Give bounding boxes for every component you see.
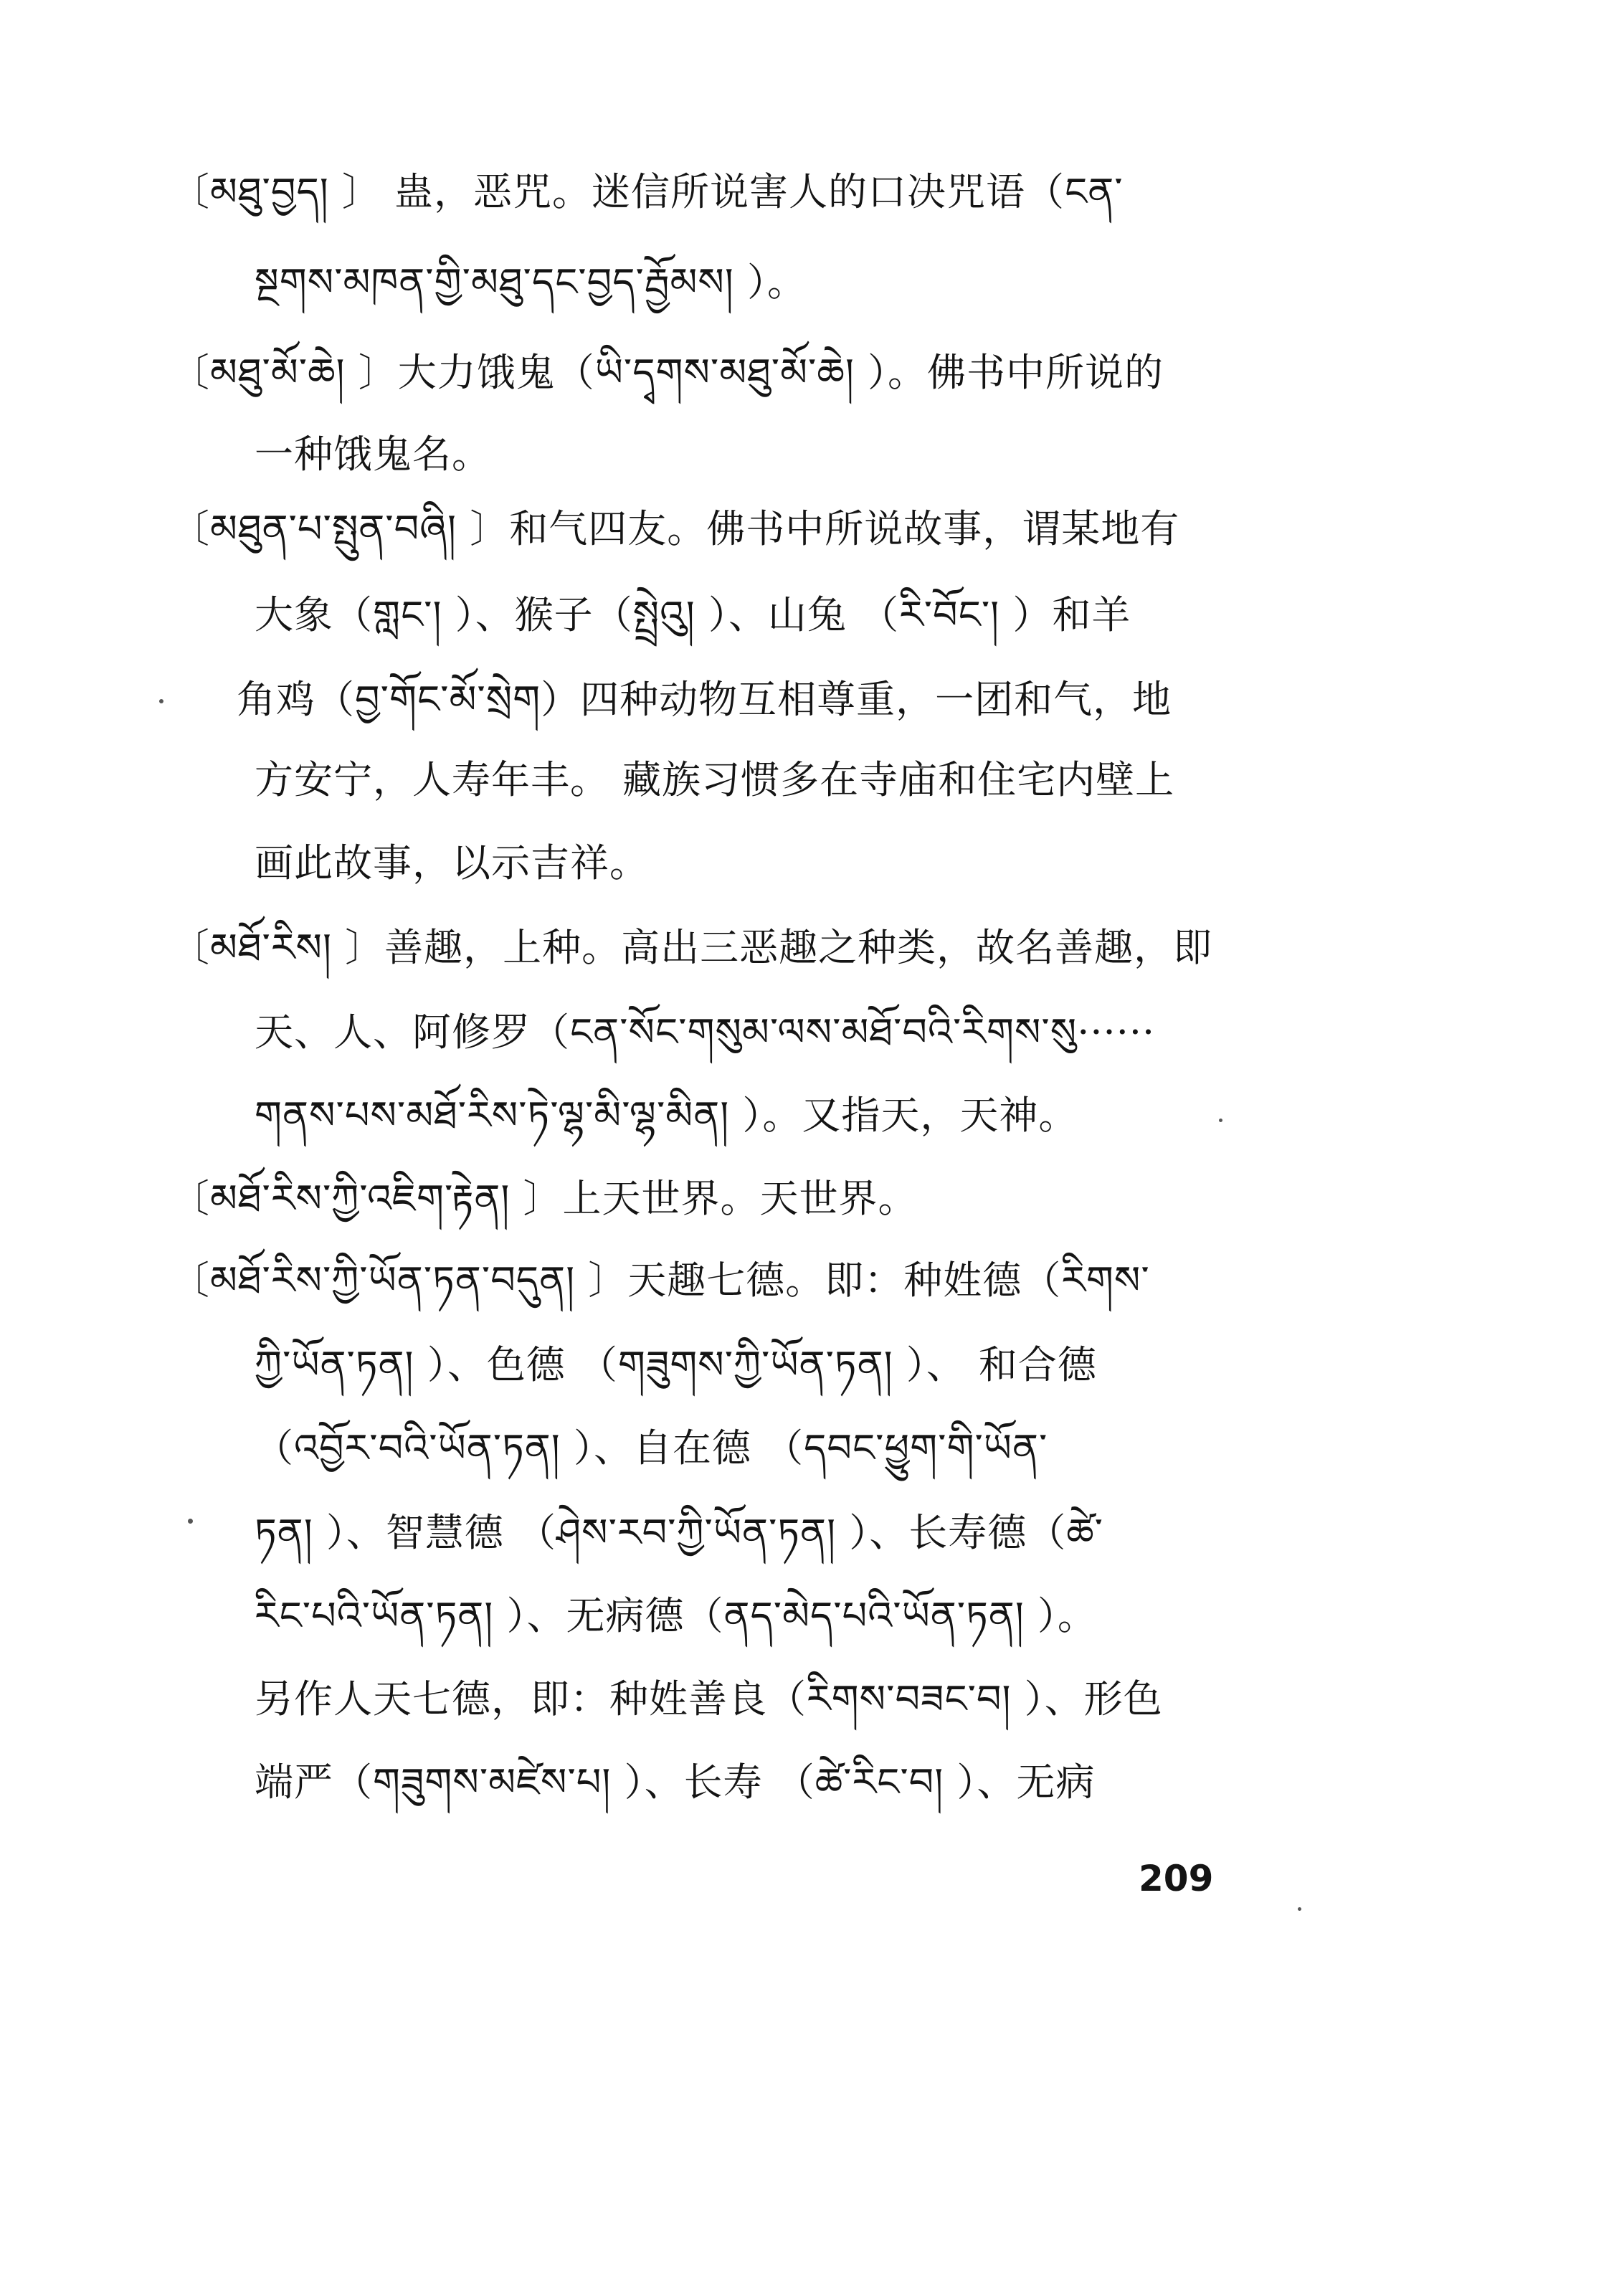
entry-continuation-line: 画此故事，以示吉祥。	[255, 840, 649, 886]
entry-continuation-line: 一种饿鬼名。	[255, 432, 491, 477]
entry-continuation-line: ཀྱི་ཡོན་ཏན། ）、色德 （གཟུགས་ཀྱི་ཡོན་ཏན། ）、 和合德	[255, 1342, 1097, 1387]
entry-continuation-line: 方安宁，人寿年丰。 藏族习惯多在寺庙和住宅内壁上	[255, 757, 1175, 802]
entry-continuation-line: （འབྱོར་བའི་ཡོན་ཏན། ）、自在德 （དབང་ཕྱུག་གི་ཡོན་	[255, 1425, 1048, 1471]
scan-speck	[159, 699, 163, 703]
page-number: 209	[1139, 1858, 1214, 1899]
entry-continuation-line: 另作人天七德，即：种姓善良（རིགས་བཟང་བ། ）、形色	[255, 1676, 1163, 1722]
entry-continuation-line: གནས་པས་མཐོ་རིས་ཏེ་ལྷ་མི་ལྷ་མིན། ）。又指天，天神。	[255, 1093, 1078, 1138]
scan-speck	[1298, 1907, 1301, 1911]
entry-continuation-line: 大象（གླང་། ）、猴子（སྤྲེའུ། ）、山兔 （རི་བོང་། ）和羊	[255, 592, 1131, 637]
entry-continuation-line: རིང་པའི་ཡོན་ཏན། ）、无病德（ནད་མེད་པའི་ཡོན་ཏན། ）。	[255, 1593, 1097, 1638]
scan-speck	[188, 1519, 193, 1524]
scan-speck	[1219, 1119, 1222, 1122]
entry-headword-line: 〔མཐུ་བྱད། 〕 蛊，恶咒。迷信所说害人的口决咒语（ངན་	[171, 169, 1124, 214]
entry-continuation-line: 天、人、阿修罗（ངན་སོང་གསུམ་ལས་མཐོ་བའི་རིགས་སུ······	[255, 1010, 1156, 1055]
entry-headword-line: 〔མཐོ་རིས་ཀྱི་འཇིག་རྟེན། 〕上天世界。天世界。	[171, 1176, 918, 1221]
entry-headword-line: 〔མཐོ་རིས། 〕善趣，上种。高出三恶趣之种类，故名善趣，即	[171, 925, 1213, 970]
entry-headword-line: 〔མཐོ་རིས་ཀྱི་ཡོན་ཏན་བདུན། 〕天趣七德。即：种姓德（རིགས་	[171, 1258, 1150, 1303]
entry-headword-line: 〔མཐུ་མོ་ཆེ། 〕大力饿鬼（ཡི་དྭགས་མཐུ་མོ་ཆེ། ）。佛书中所说的	[171, 350, 1164, 395]
entry-continuation-line: 端严（གཟུགས་མཛེས་པ། ）、长寿 （ཚེ་རིང་བ། ）、无病	[255, 1760, 1096, 1805]
entry-continuation-line: 角鸡（བྱ་གོང་མོ་སྲེག）四种动物互相尊重，一团和气，地	[237, 677, 1172, 722]
entry-headword-line: 〔མཐུན་པ་སྤུན་བཞི། 〕和气四友。佛书中所说故事，谓某地有	[171, 506, 1180, 551]
entry-continuation-line: སྔགས་མཁན་གྱི་མཐུ་དང་བྱད་རྦྱོམས། ）。	[255, 260, 807, 305]
entry-continuation-line: ཏན། ）、智慧德 （ཤེས་རབ་ཀྱི་ཡོན་ཏན། ）、长寿德（ཚེ་	[255, 1510, 1104, 1555]
